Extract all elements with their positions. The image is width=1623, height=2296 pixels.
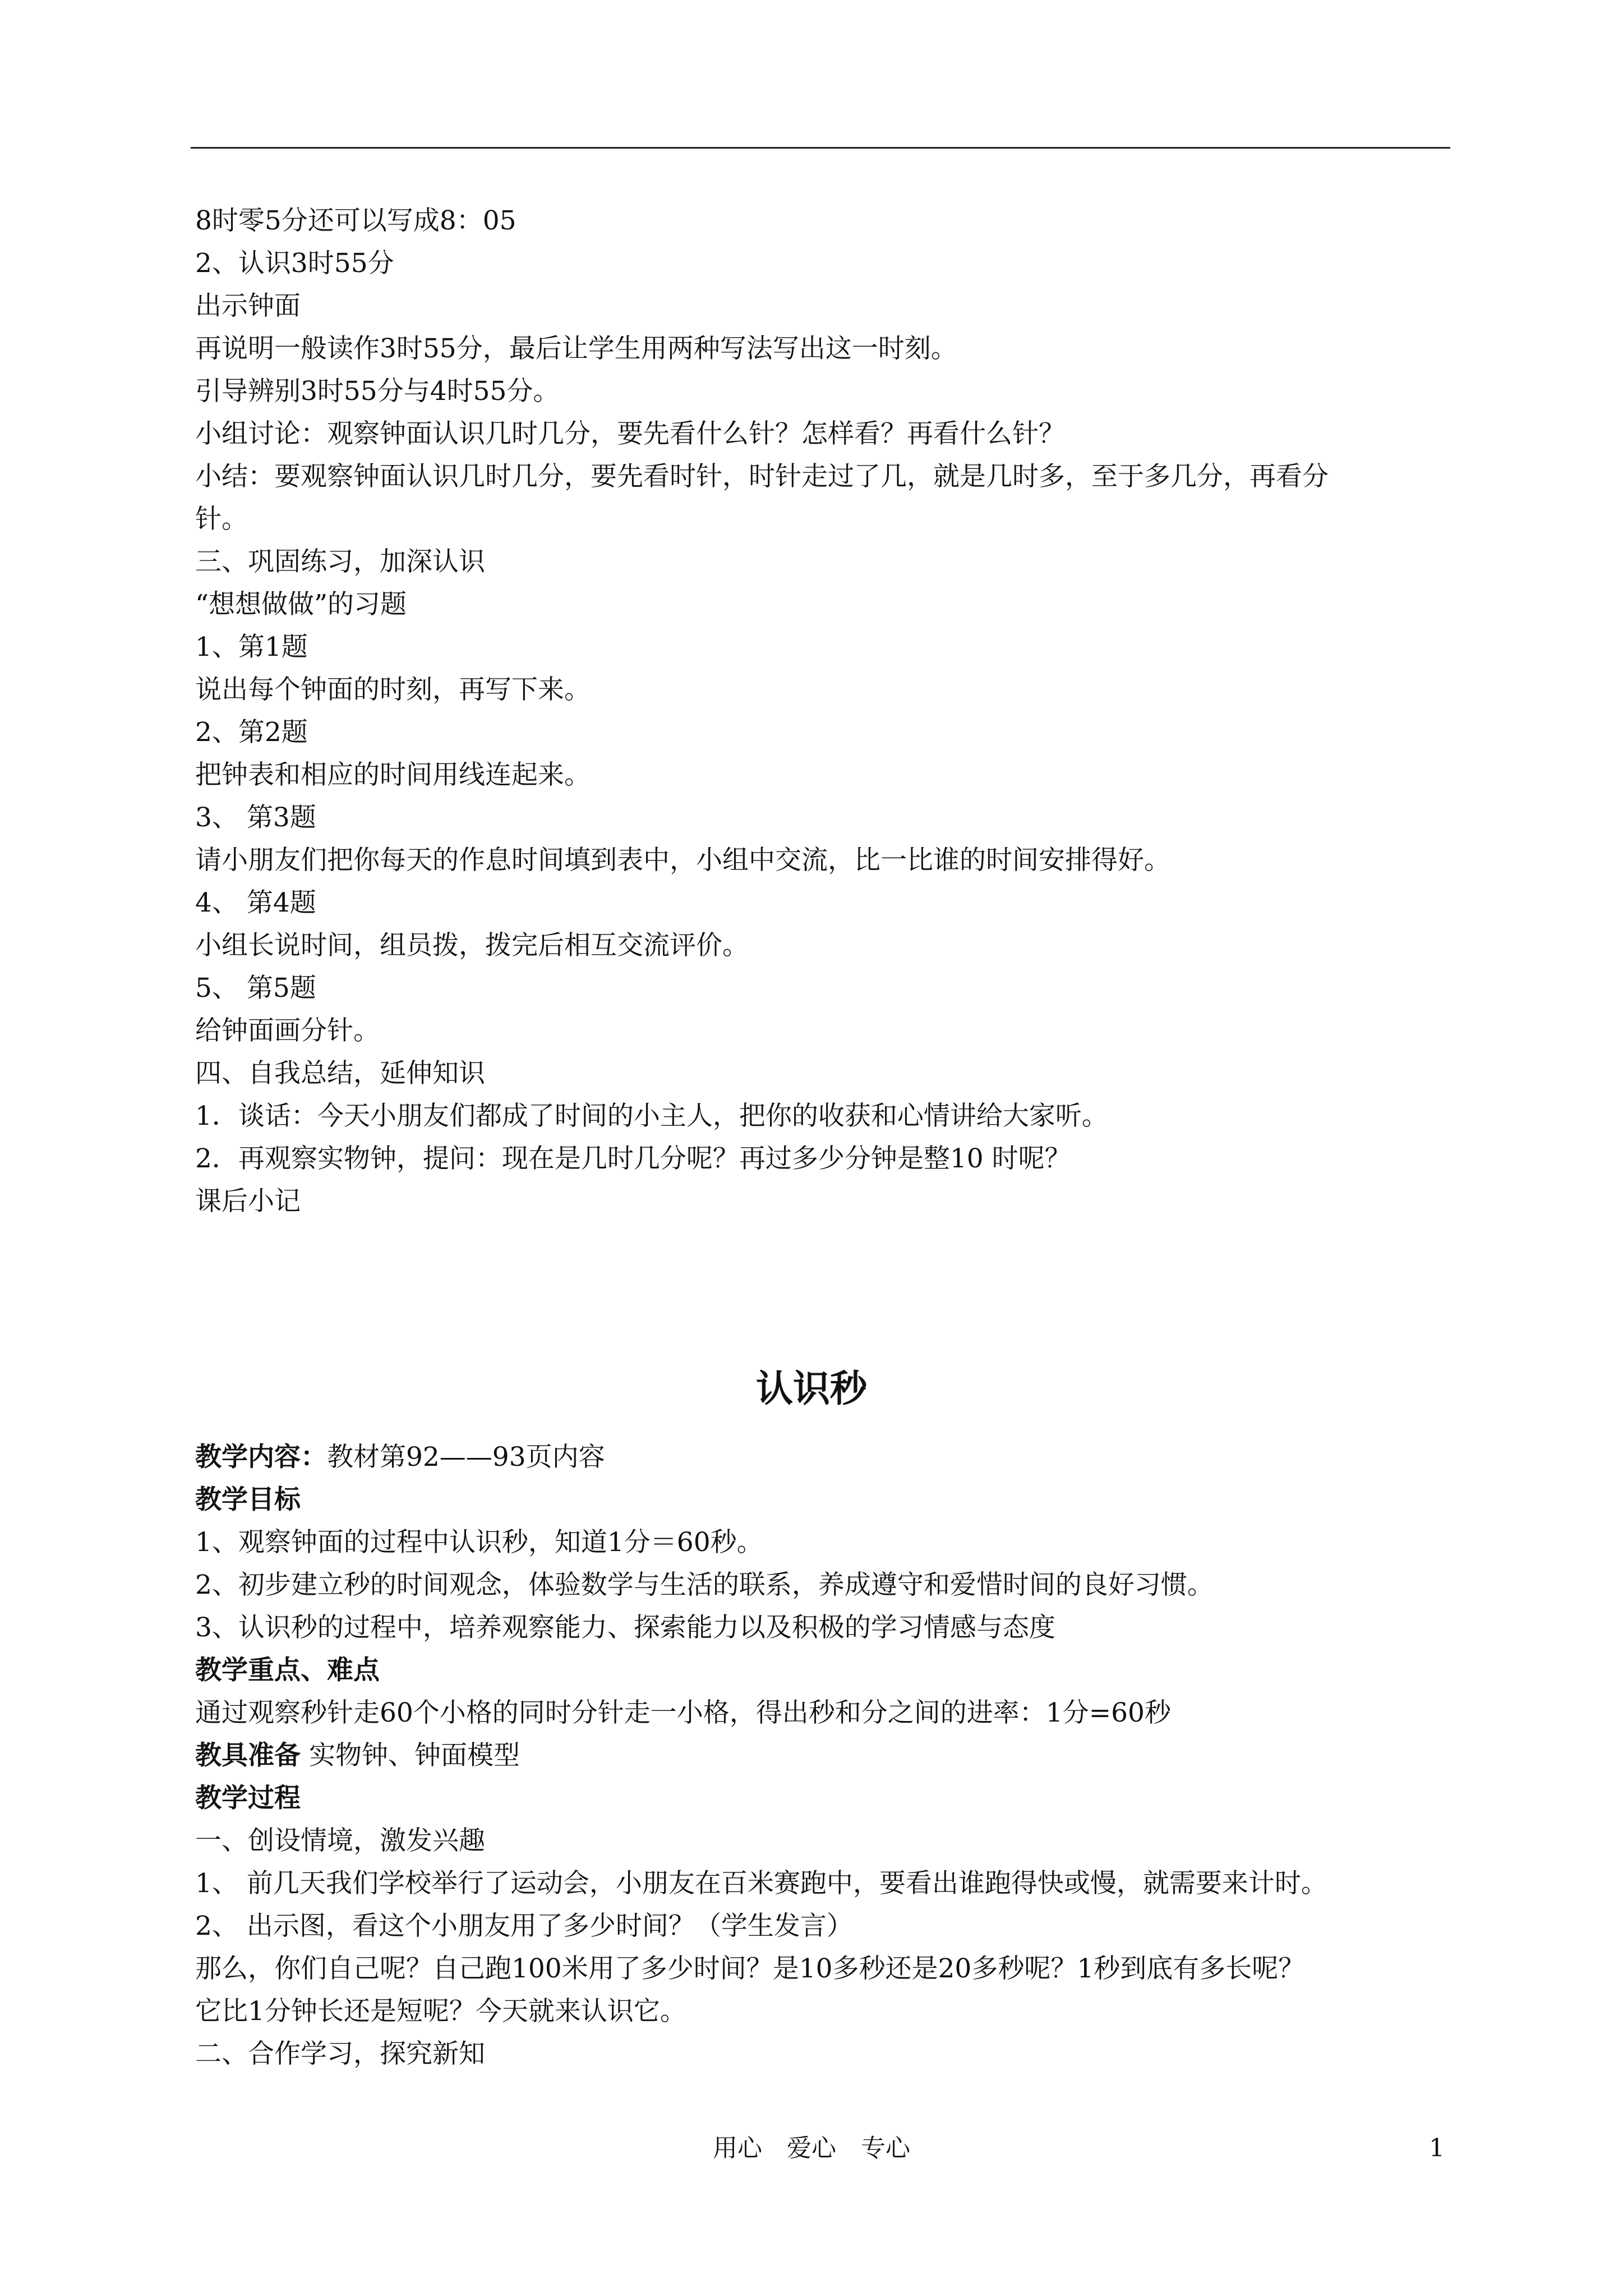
process-line: 那么，你们自己呢？自己跑100米用了多少时间？是10多秒还是20多秒呢？1秒到底有多长呢？ (195, 1953, 1305, 1984)
process-line: 2、 出示图，看这个小朋友用了多少时间？（学生发言） (195, 1911, 853, 1941)
text-line: 说出每个钟面的时刻，再写下来。 (195, 674, 591, 705)
goals-heading: 教学目标 (195, 1484, 301, 1515)
text-line: 小结：要观察钟面认识几时几分，要先看时针，时针走过了几，就是几时多，至于多几分，再看分 (195, 461, 1329, 492)
text-line: 小组长说时间，组员拨，拨完后相互交流评价。 (195, 930, 749, 961)
text-line: 3、 第3题 (195, 802, 316, 833)
text-line: 三、巩固练习，加深认识 (195, 546, 485, 577)
teaching-tools (195, 1734, 1446, 1777)
process-line: 1、 前几天我们学校举行了运动会，小朋友在百米赛跑中，要看出谁跑得快或慢，就需要来计时。 (195, 1868, 1327, 1899)
text-line: 四、自我总结，延伸知识 (195, 1058, 485, 1089)
text-line: 2．再观察实物钟，提问：现在是几时几分呢？再过多少分钟是整10 时呢？ (195, 1143, 1071, 1174)
process-line: 一、创设情境，激发兴趣 (195, 1825, 485, 1856)
text-line: 2、认识3时55分 (195, 248, 394, 279)
section-title: 认识秒 (756, 1366, 867, 1410)
goal-item: 3、认识秒的过程中，培养观察能力、探索能力以及积极的学习情感与态度 (195, 1612, 1055, 1643)
teaching-tools-label: 教具准备 (195, 1740, 301, 1771)
process-line: 它比1分钟长还是短呢？今天就来认识它。 (195, 1996, 686, 2027)
text-line: 1．谈话：今天小朋友们都成了时间的小主人，把你的收获和心情讲给大家听。 (195, 1101, 1108, 1131)
lesson-continuation (195, 200, 1446, 1223)
header-rule (191, 147, 1450, 149)
footer-motto: 用心 爱心 专心 (713, 2134, 910, 2162)
teaching-tools-value: 实物钟、钟面模型 (301, 1740, 520, 1771)
text-line: 2、第2题 (195, 717, 308, 748)
text-line: 1、第1题 (195, 632, 308, 662)
key-points-heading: 教学重点、难点 (195, 1655, 380, 1686)
text-line: 请小朋友们把你每天的作息时间填到表中，小组中交流，比一比谁的时间安排得好。 (195, 845, 1170, 876)
page-number: 1 (1429, 2134, 1445, 2162)
text-line: 小组讨论：观察钟面认识几时几分，要先看什么针？怎样看？再看什么针？ (195, 418, 1065, 449)
teaching-content-value: 教材第92——93页内容 (327, 1442, 605, 1473)
text-line: “想想做做”的习题 (195, 589, 407, 620)
text-line: 引导辨别3时55分与4时55分。 (195, 376, 560, 407)
text-line: 再说明一般读作3时55分，最后让学生用两种写法写出这一时刻。 (195, 333, 957, 364)
text-line: 8时零5分还可以写成8：05 (195, 205, 517, 236)
goal-item: 2、初步建立秒的时间观念，体验数学与生活的联系，养成遵守和爱惜时间的良好习惯。 (195, 1570, 1214, 1600)
teaching-content (195, 1436, 1446, 1479)
lesson-plan (195, 1436, 1446, 2076)
text-line: 把钟表和相应的时间用线连起来。 (195, 760, 591, 790)
process-heading: 教学过程 (195, 1783, 301, 1814)
text-line: 4、 第4题 (195, 887, 316, 918)
text-line: 5、 第5题 (195, 973, 316, 1004)
process-line: 二、合作学习，探究新知 (195, 2039, 485, 2069)
text-line: 给钟面画分针。 (195, 1015, 380, 1046)
goal-item: 1、观察钟面的过程中认识秒，知道1分＝60秒。 (195, 1527, 763, 1558)
text-line: 出示钟面 (195, 291, 301, 321)
text-line: 课后小记 (195, 1186, 301, 1217)
text-line: 针。 (195, 504, 248, 535)
teaching-content-label: 教学内容： (195, 1442, 327, 1473)
key-points-text: 通过观察秒针走60个小格的同时分针走一小格，得出秒和分之间的进率：1分=60秒 (195, 1697, 1171, 1728)
